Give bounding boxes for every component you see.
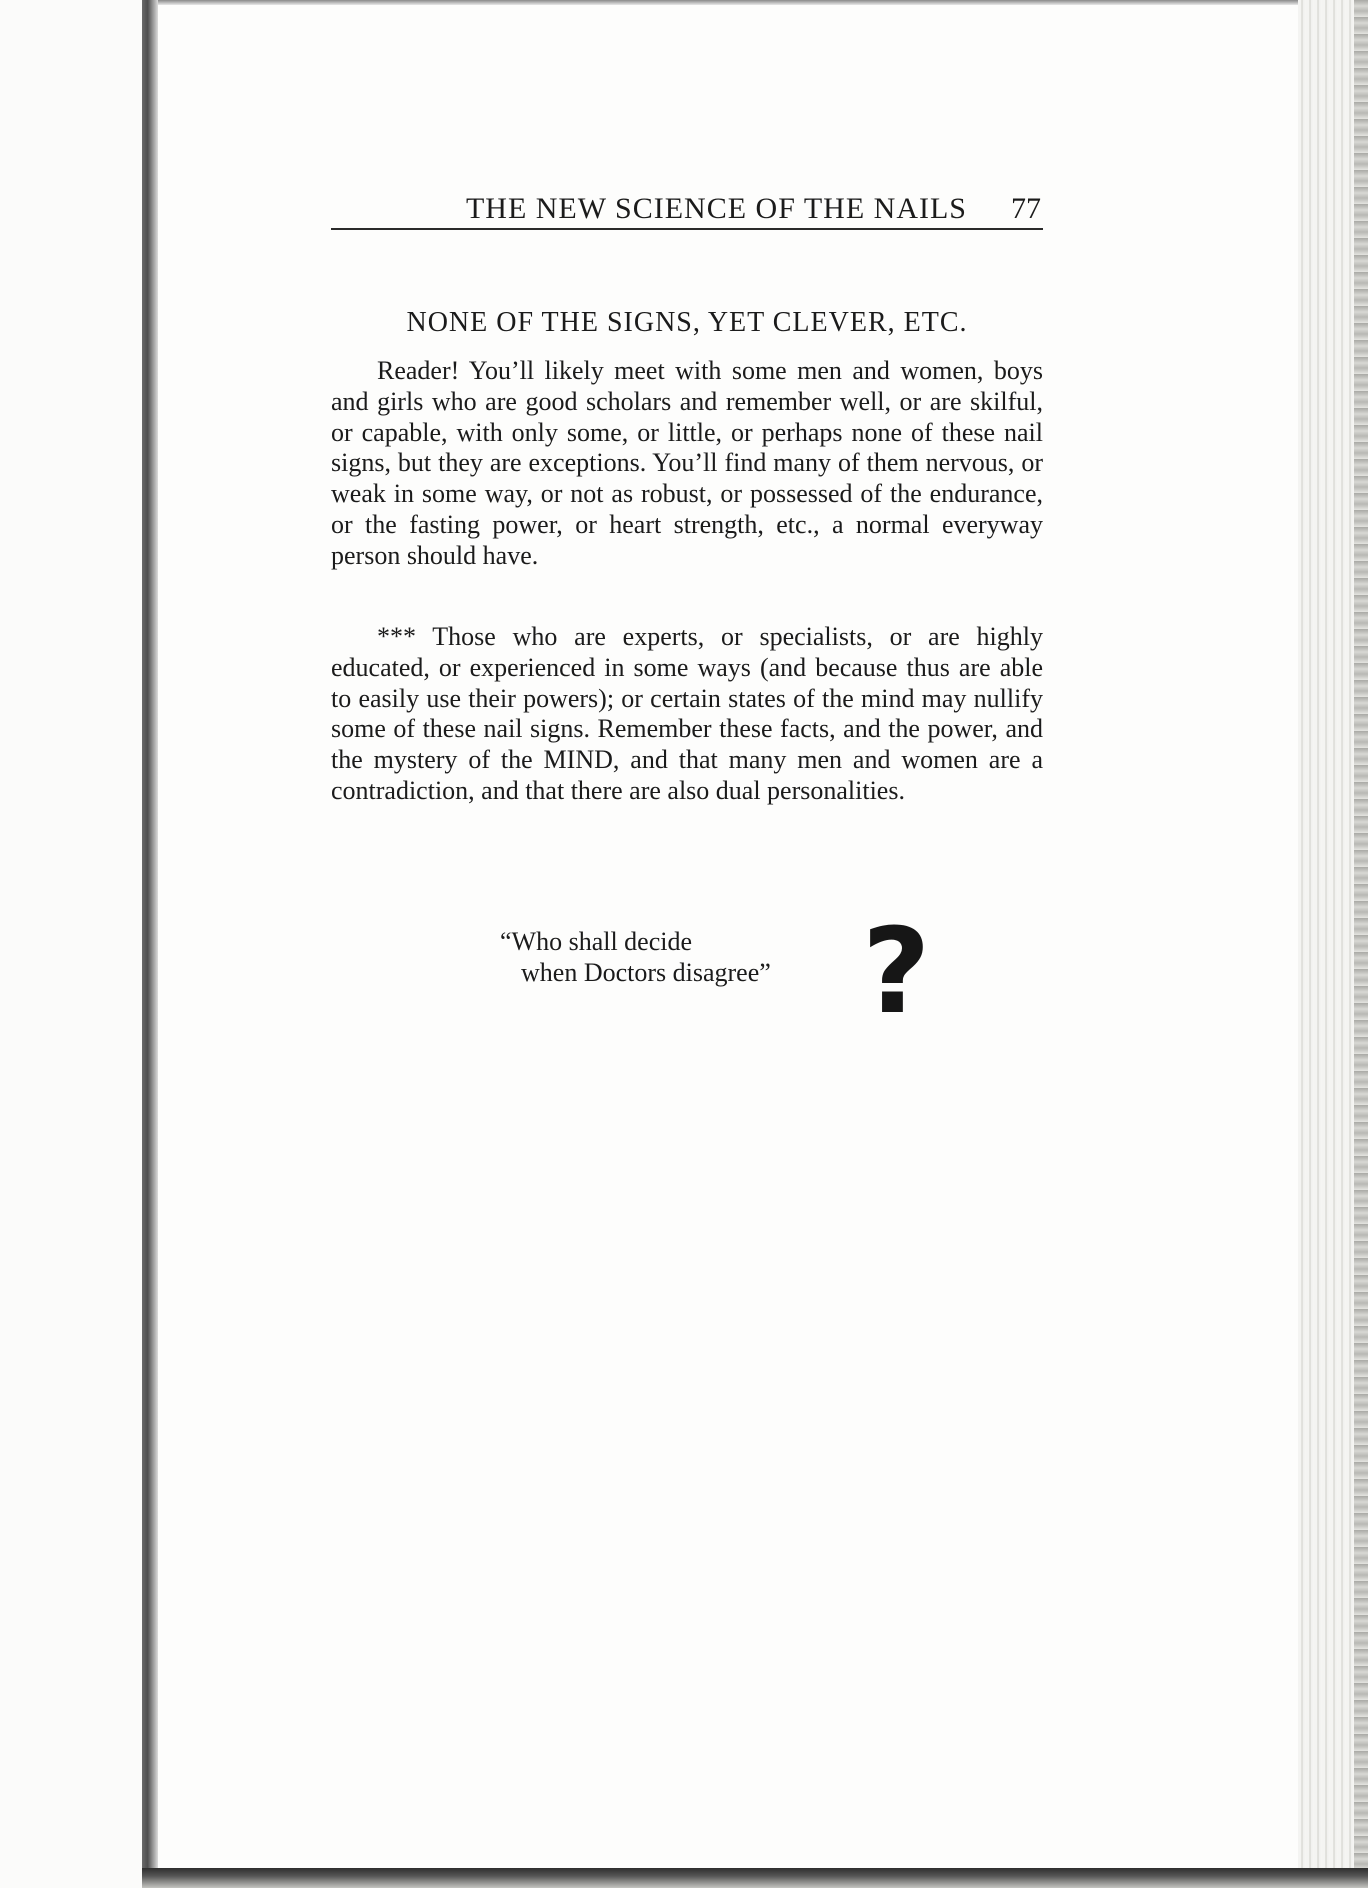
body-paragraph: Reader! You’ll likely meet with some men and women, boys and girls who are good scholars and remember well, or are skilful, or capable, with only some, or little, or perhaps none of these nail signs, but they are exceptions. You’ll find many of them nervous, or weak in some way, or not as robust, or possessed of the endurance, or the fasting power, or heart strength, etc., a normal everyway person should have.	[331, 356, 1043, 570]
book-spine-shadow	[142, 0, 158, 1888]
page-bottom-edge	[142, 1868, 1368, 1888]
question-mark-icon: ?	[862, 902, 931, 1040]
page-number: 77	[1011, 192, 1041, 225]
page-header	[331, 192, 1043, 230]
quote-line: “Who shall decide	[500, 927, 693, 956]
scan-left-margin	[0, 0, 142, 1888]
section-title: NONE OF THE SIGNS, YET CLEVER, ETC.	[406, 307, 968, 338]
closing-quote	[500, 926, 771, 988]
page-stack-edge	[1298, 0, 1368, 1888]
running-head: THE NEW SCIENCE OF THE NAILS	[465, 192, 967, 225]
page-top-edge	[158, 0, 1318, 5]
quote-line: when Doctors disagree”	[521, 958, 771, 987]
body-paragraph: *** Those who are experts, or specialists, or are highly educated, or experienced in some ways (and because thus are able to easily use their powers); or certain states of the mind may nullify some of these nail signs. Remember these facts, and the power, and the mystery of the MIND, and that many men and women are a contradiction, and that there are also dual personalities.	[331, 622, 1043, 805]
